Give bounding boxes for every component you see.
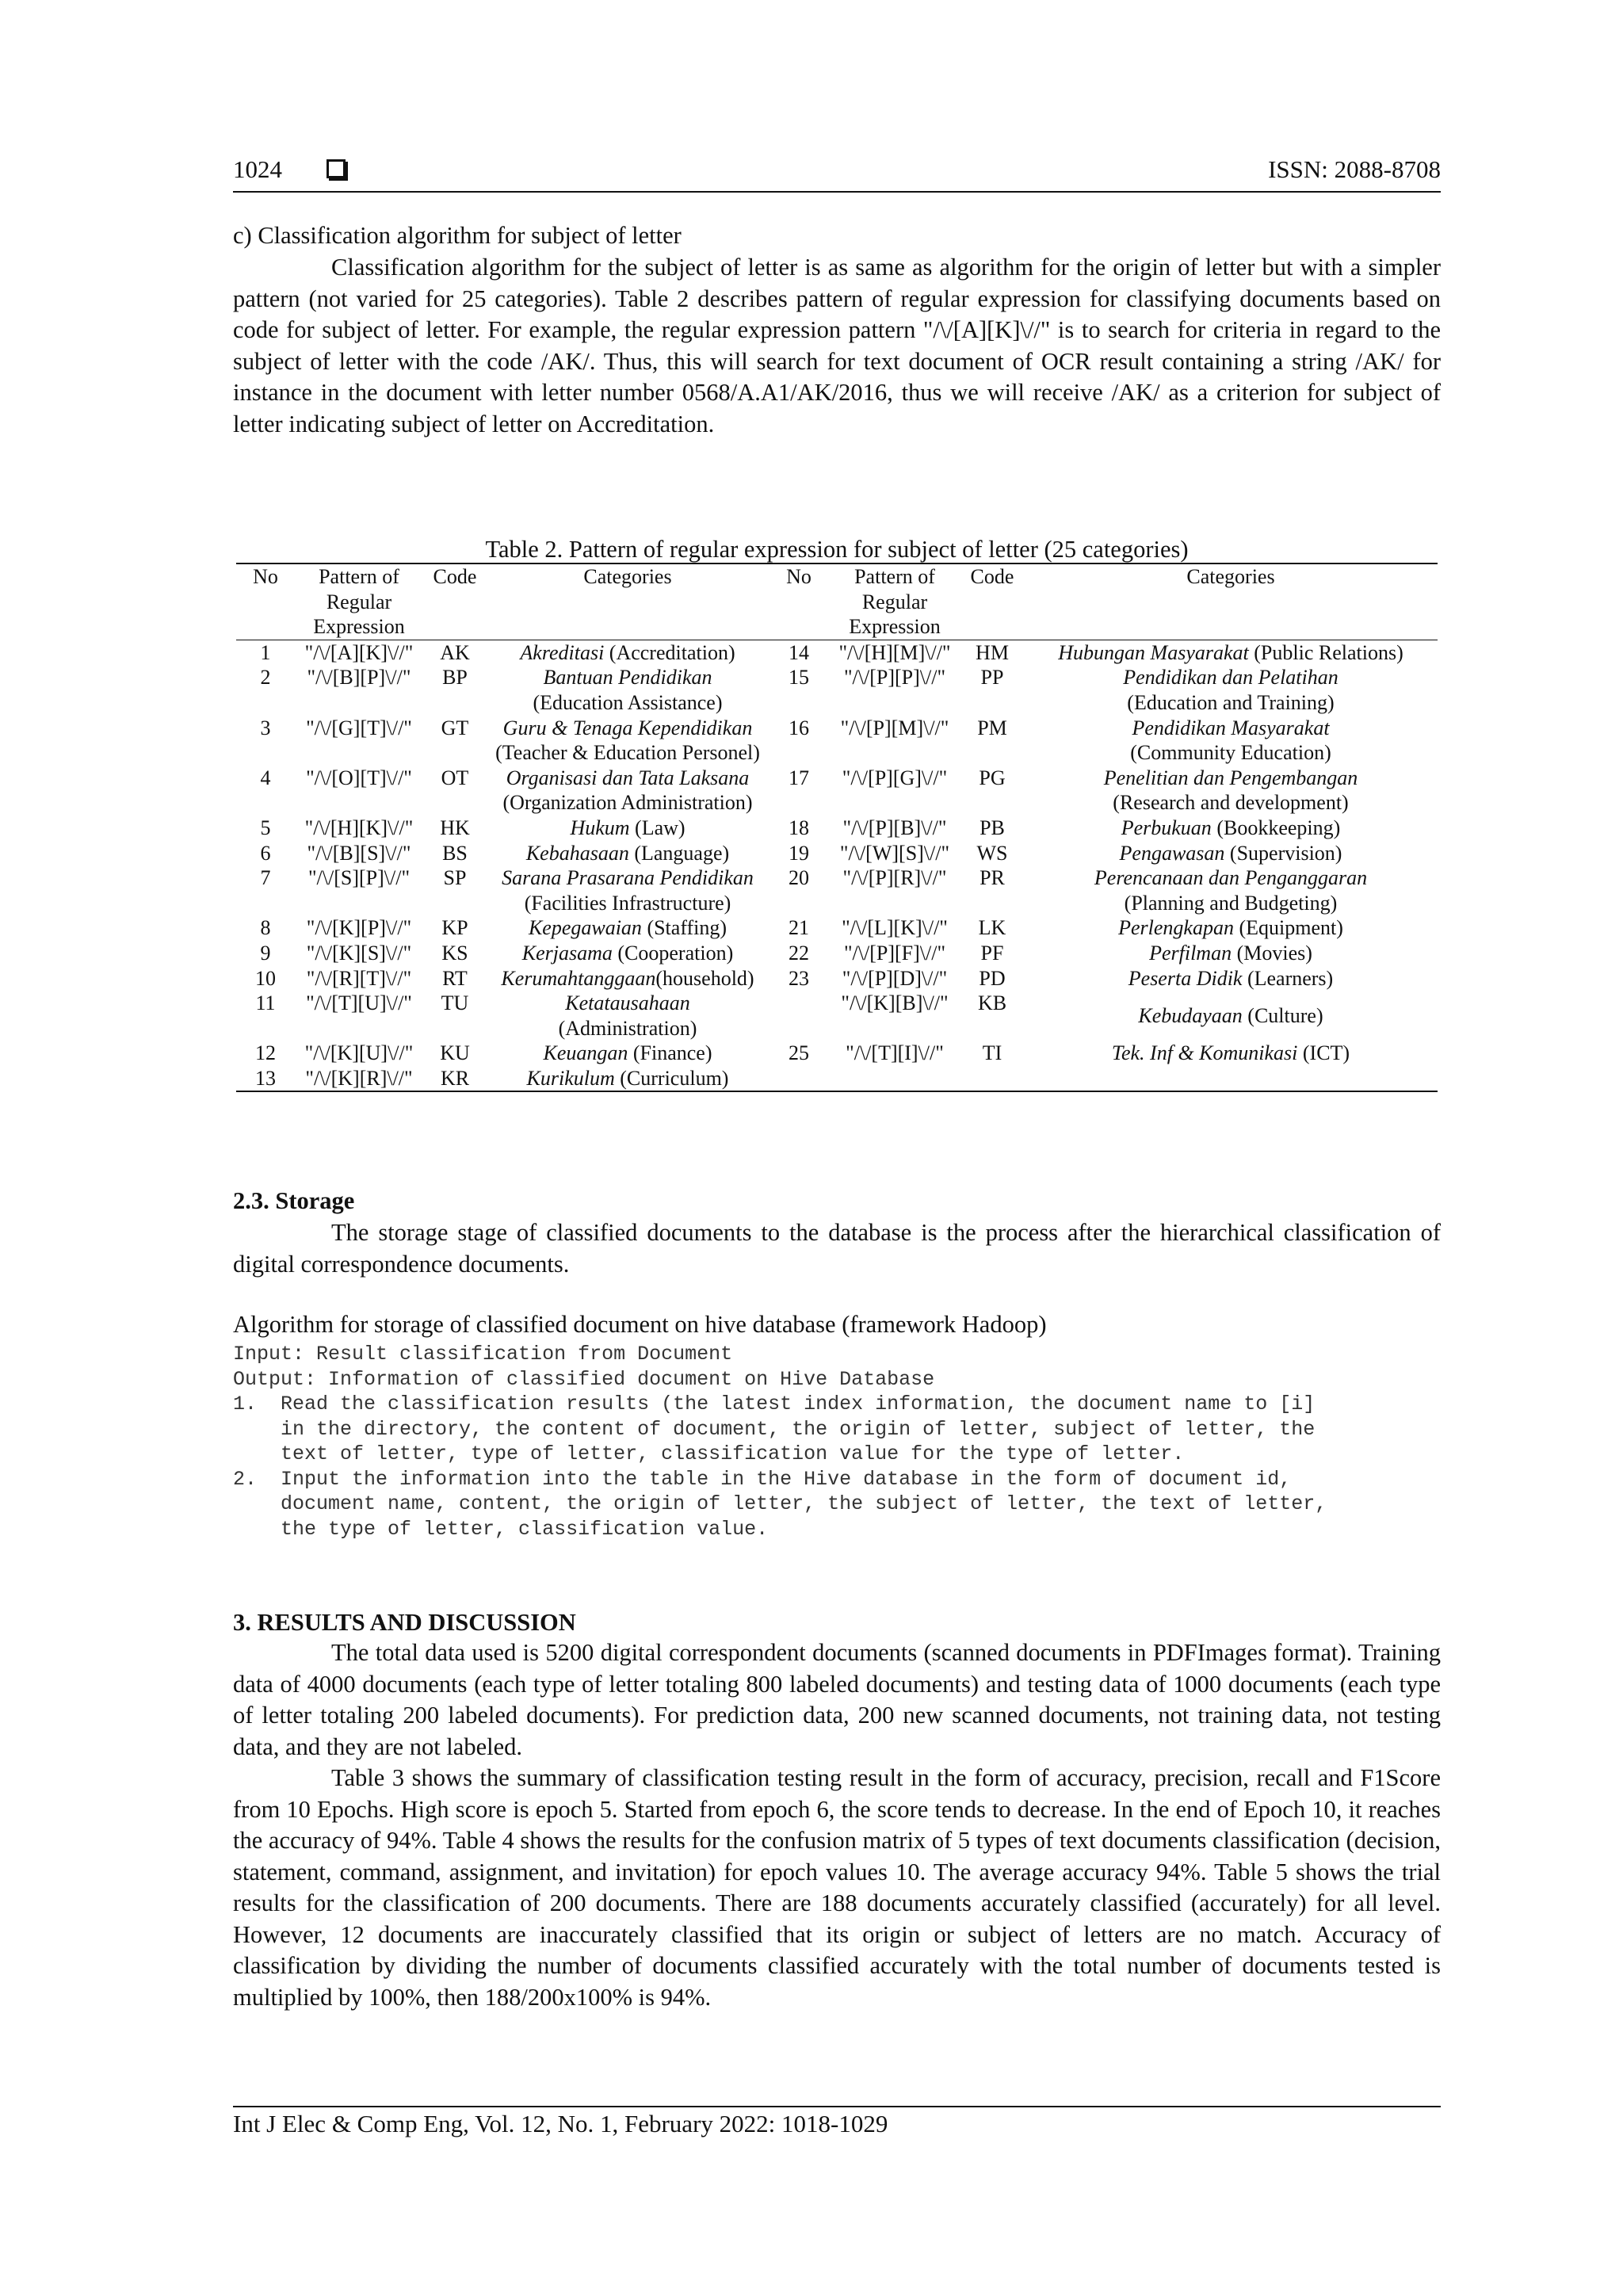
category-english: (Supervision) [1229,841,1342,865]
table2-code-cell: PF [980,941,1004,965]
table2-no-cell [769,991,829,1041]
table2-code-cell: PM [977,716,1007,739]
category-english: (Curriculum) [620,1066,729,1090]
square-icon [327,159,346,178]
table2-code-cell: LK [978,916,1006,940]
table2-header-cell: Categories [487,563,769,640]
table2-code-cell: SP [443,866,467,890]
category-english: (Public Relations) [1254,640,1403,664]
table2-code-cell: TU [441,991,469,1015]
table2-no-cell: 12 [255,1041,276,1065]
category-english: (Learners) [1247,966,1334,990]
category-indonesian: Kurikulum [526,1066,615,1090]
table2-no-cell: 16 [789,716,809,739]
page-header [233,155,1441,190]
table2-code-cell: KS [441,941,468,965]
table-row [236,966,1438,991]
table2-pattern-cell: "/\/[T][U]\//" [306,991,412,1015]
table-row [236,816,1438,841]
category-indonesian: Keuangan [543,1041,628,1065]
category-english: (Bookkeeping) [1216,816,1341,839]
table-row [236,665,1438,715]
category-indonesian: Kebahasaan [525,841,629,865]
table2-no-cell: 8 [260,916,271,940]
table2-pattern-cell: "/\/[A][K]\//" [304,640,414,664]
table2-category-cell [487,716,769,766]
table2-header-cell: No [769,563,829,640]
category-english: (Administration) [558,1016,697,1040]
table2-category-cell [1024,716,1438,766]
table2-category-cell [487,1041,769,1066]
category-english: (Language) [634,841,730,865]
table2-pattern-cell: "/\/[K][U]\//" [304,1041,414,1065]
table2-header-cell: No [236,563,295,640]
table2-no-cell: 5 [260,816,271,839]
category-indonesian: Guru & Tenaga Kependidikan [502,716,753,739]
table2-no-cell: 9 [260,941,271,965]
category-indonesian: Ketatausahaan [565,991,690,1015]
table2-pattern-cell: "/\/[B][S]\//" [307,841,411,865]
table2-pattern-cell: "/\/[L][K]\//" [842,916,948,940]
table2-pattern-cell: "/\/[P][G]\//" [842,766,948,789]
table2-code-cell [960,1066,1024,1092]
table2-caption: Table 2. Pattern of regular expression for subject of letter (25 categories) [485,536,1189,563]
table2-code-cell: GT [441,716,469,739]
results-heading: 3. RESULTS AND DISCUSSION [233,1609,576,1636]
table2-category-cell [1024,1066,1438,1092]
table2-no-cell: 13 [236,1066,295,1092]
table2-pattern-cell: "/\/[P][D]\//" [842,966,948,990]
table2-no-cell: 3 [260,716,271,739]
table2-body [236,640,1438,1091]
table2-pattern-cell: "/\/[P][R]\//" [842,866,947,890]
category-english: (Culture) [1247,1003,1323,1027]
algorithm-code: Input: Result classification from Document Output: Information of classified document on Hive Database 1. Read the classification results (the latest index information, the document name to [i] in the directory, the content of document, the origin of letter, subject of letter, the text of letter, type of letter, classification value for the type of letter. 2. Input the information into the table in the Hive database in the form of document id, document name, content, the origin of letter, the subject of letter, the text of letter, the type of letter, classification value. [233,1343,1327,1541]
category-english: (Law) [635,816,685,839]
results-paragraph-2: Table 3 shows the summary of classification testing result in the form of accuracy, precision, recall and F1Score from 10 Epochs. High score is epoch 5. Started from epoch 6, the score tends to decrease. In the end of Epoch 10, it reaches the accuracy of 94%. Table 4 shows the results for the confusion matrix of 5 types of text documents classification (decision, statement, command, assignment, and invitation) for epoch values 10. The average accuracy 94%. Table 5 shows the trial results for the classification of 200 documents. There are 188 documents accurately classified (accurately) for all level. However, 12 documents are inaccurately classified that its origin or subject of letters are no match. Accuracy of classification by dividing the number of documents classified accurately with the total number of documents tested is multiplied by 100%, then 188/200x100% is 94%. [233,1764,1441,2011]
category-indonesian: Hubungan Masyarakat [1058,640,1249,664]
table2-code-cell: KP [441,916,468,940]
table-row [236,941,1438,966]
table2-pattern-cell: "/\/[R][T]\//" [306,966,412,990]
category-indonesian: Pendidikan Masyarakat [1132,716,1330,739]
footer-rule [233,2106,1441,2107]
footer-citation: Int J Elec & Comp Eng, Vol. 12, No. 1, February 2022: 1018-1029 [233,2110,888,2137]
table2-pattern-cell: "/\/[P][B]\//" [842,816,947,839]
table2-code-cell: BP [442,666,468,690]
table2-category-cell [487,816,769,841]
table2-code-cell: KR [423,1066,487,1092]
table2-pattern-cell: "/\/[P][M]\//" [840,716,949,739]
table2-category-cell [1024,966,1438,991]
table2-header-cell: Code [423,563,487,640]
table-row [236,915,1438,941]
table2-header-cell: Categories [1024,563,1438,640]
table2-header-cell: Code [960,563,1024,640]
section-c-paragraph: Classification algorithm for the subject of letter is as same as algorithm for the origin of letter but with a simpler pattern (not varied for 25 categories). Table 2 describes pattern of regular expression for classifying documents based on code for subject of letter. For example, the regular expression pattern "/\/[A][K]\//" is to search for criteria in regard to the subject of letter with the code /AK/. Thus, this will search for text document of OCR result containing a string /AK/ for instance in the document with letter number 0568/A.A1/AK/2016, thus we will receive /AK/ as a criterion for subject of letter indicating subject of letter on Accreditation. [233,254,1441,437]
category-indonesian: Hukum [570,816,630,839]
category-indonesian: Akreditasi [520,640,605,664]
table2-no-cell: 20 [789,866,809,890]
table2-no-cell: 25 [789,1041,809,1065]
table2-code-cell: WS [976,841,1008,865]
table2-no-cell: 19 [789,841,809,865]
table2-pattern-cell: "/\/[B][P]\//" [307,666,411,690]
category-indonesian: Kebudayaan [1138,1003,1243,1027]
table2-no-cell: 1 [260,640,271,664]
category-english: (Finance) [632,1041,712,1065]
category-english: (household) [655,966,754,990]
table2-category-cell [487,841,769,866]
table-row [236,716,1438,766]
table2-pattern-cell: "/\/[K][B]\//" [841,991,949,1015]
table2-header-row [236,563,1438,640]
table2-code-cell: KB [977,991,1007,1015]
category-english: (Facilities Infrastructure) [524,891,731,915]
table2-code-cell: HK [440,816,470,839]
table-row [236,1066,1438,1092]
table2-category-cell [487,865,769,915]
table2-code-cell: OT [441,766,469,789]
table2-category-cell [487,915,769,941]
table2-category-cell [1024,1041,1438,1066]
table2-no-cell: 23 [789,966,809,990]
table2-no-cell: 2 [260,666,271,690]
table-row [236,640,1438,665]
algorithm-title: Algorithm for storage of classified document on hive database (framework Hadoop) [233,1311,1047,1338]
storage-paragraph: The storage stage of classified documents to the database is the process after the hierarchical classification of digital correspondence documents. [233,1219,1441,1278]
category-indonesian: Kerumahtanggaan [501,966,656,990]
table2-category-cell [487,665,769,715]
table2-pattern-cell: "/\/[K][S]\//" [306,941,412,965]
table2-no-cell: 21 [789,916,809,940]
category-indonesian: Tek. Inf & Komunikasi [1111,1041,1298,1065]
category-indonesian: Peserta Didik [1128,966,1243,990]
category-english: (Equipment) [1239,916,1343,940]
table2-pattern-cell: "/\/[H][K]\//" [304,816,414,839]
category-indonesian: Bantuan Pendidikan [543,666,712,690]
table2-no-cell [769,1066,829,1092]
category-indonesian: Perlengkapan [1118,916,1234,940]
table2-category-cell [1024,941,1438,966]
category-indonesian: Organisasi dan Tata Laksana [506,766,750,789]
table2-code-cell: PR [980,866,1005,890]
table2-no-cell: 4 [260,766,271,789]
table2-code-cell: PB [980,816,1005,839]
storage-heading: 2.3. Storage [233,1187,355,1214]
category-english: (Staffing) [647,916,727,940]
section-c-heading: c) Classification algorithm for subject of letter [233,222,682,249]
table2-code-cell: PG [979,766,1006,789]
header-rule [233,191,1441,193]
category-indonesian: Kepegawaian [528,916,642,940]
table-row [236,991,1438,1041]
table-row [236,841,1438,866]
category-english: (Accreditation) [609,640,735,664]
table2-pattern-cell: "/\/[P][P]\//" [843,666,946,690]
page-number: 1024 [233,155,282,183]
table2-pattern-cell [829,1066,960,1092]
table2-no-cell: 18 [789,816,809,839]
table2-no-cell: 17 [789,766,809,789]
table2-header-cell: Pattern of Regular Expression [295,563,423,640]
category-indonesian: Kerjasama [521,941,613,965]
table2-no-cell: 10 [255,966,276,990]
table2-category-cell [1024,991,1438,1041]
category-indonesian: Perfilman [1149,941,1232,965]
category-indonesian: Sarana Prasarana Pendidikan [502,866,754,890]
table2-category-cell [487,1066,769,1092]
table2-category-cell [1024,766,1438,816]
table2-category-cell [487,941,769,966]
table2-pattern-cell: "/\/[S][P]\//" [307,866,411,890]
table2-category-cell [487,991,769,1041]
category-english: (Community Education) [1130,741,1331,765]
table2-header-cell: Pattern of Regular Expression [829,563,960,640]
table-row [236,766,1438,816]
category-english: (ICT) [1302,1041,1350,1065]
table2-code-cell: BS [442,841,468,865]
category-indonesian: Perencanaan dan Penganggaran [1094,866,1368,890]
table2-pattern-cell: "/\/[T][I]\//" [846,1041,944,1065]
table2-code-cell: RT [442,966,468,990]
table2-code-cell: AK [440,640,470,664]
table2-code-cell: PP [980,666,1004,690]
table2-pattern-cell: "/\/[W][S]\//" [839,841,950,865]
table2-category-cell [1024,865,1438,915]
table2-no-cell: 11 [255,991,276,1015]
table2-category-cell [487,766,769,816]
category-indonesian: Pengawasan [1119,841,1225,865]
table2-no-cell: 22 [789,941,809,965]
table2-code-cell: KU [440,1041,470,1065]
category-english: (Planning and Budgeting) [1124,891,1338,915]
category-english: (Education Assistance) [533,690,723,714]
category-indonesian: Perbukuan [1121,816,1212,839]
table2-category-cell [1024,841,1438,866]
table2-code-cell: HM [976,640,1009,664]
table-row [236,1041,1438,1066]
category-english: (Cooperation) [617,941,734,965]
table2-category-cell [1024,665,1438,715]
table2-category-cell [1024,640,1438,665]
category-english: (Organization Administration) [502,791,753,815]
category-english: (Education and Training) [1127,690,1335,714]
results-paragraph-1: The total data used is 5200 digital correspondent documents (scanned documents in PDFImages format). Training data of 4000 documents (each type of letter totaling 800 labeled documents) and testing data of 1000 documents (each type of letter totaling 200 labeled documents). For prediction data, 200 new scanned documents, not training data, not testing data, and they are not labeled. [233,1639,1441,1760]
table2-pattern-cell: "/\/[O][T]\//" [306,766,412,789]
table2-pattern-cell: "/\/[K][R]\//" [295,1066,423,1092]
category-english: (Research and development) [1113,791,1349,815]
table2-pattern-cell: "/\/[P][F]\//" [843,941,946,965]
table2-category-cell [1024,915,1438,941]
table2-pattern-cell: "/\/[G][T]\//" [306,716,412,739]
table2-pattern-cell: "/\/[H][M]\//" [838,640,951,664]
table2-pattern-cell: "/\/[K][P]\//" [306,916,412,940]
table2-no-cell: 6 [260,841,271,865]
issn: ISSN: 2088-8708 [1268,155,1441,183]
category-english: (Movies) [1236,941,1312,965]
table2-category-cell [487,640,769,665]
table2-category-cell [1024,816,1438,841]
table2-no-cell: 14 [789,640,809,664]
table2-no-cell: 7 [260,866,271,890]
table2-category-cell [487,966,769,991]
category-indonesian: Pendidikan dan Pelatihan [1123,666,1338,690]
table2-code-cell: TI [982,1041,1002,1065]
category-indonesian: Penelitian dan Pengembangan [1103,766,1358,789]
table2-code-cell: PD [979,966,1006,990]
table-row [236,865,1438,915]
table2-no-cell: 15 [789,666,809,690]
table2 [236,563,1438,1092]
category-english: (Teacher & Education Personel) [495,741,760,765]
